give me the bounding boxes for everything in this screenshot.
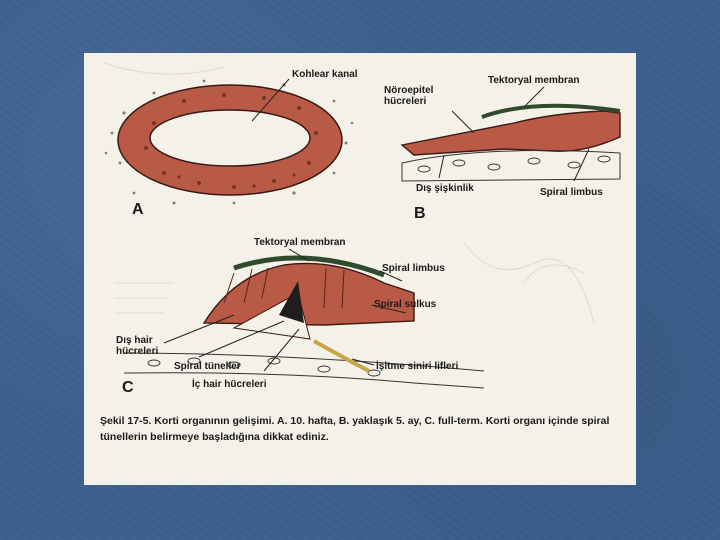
label-kohlear-kanal: Kohlear kanal xyxy=(292,69,358,80)
label-c-tektoryal-membran: Tektoryal membran xyxy=(254,237,346,248)
panel-a-letter: A xyxy=(132,201,144,218)
panel-b-letter: B xyxy=(414,205,426,222)
panel-a-drawing xyxy=(105,79,354,205)
panel-c-letter: C xyxy=(122,379,134,396)
label-isitme-siniri-lifleri: İşitme siniri lifleri xyxy=(376,361,459,372)
label-b-tektoryal-membran: Tektoryal membran xyxy=(488,75,580,86)
label-ic-hair-hucreleri: İç hair hücreleri xyxy=(192,379,267,390)
label-b-spiral-limbus: Spiral limbus xyxy=(540,187,603,198)
figure-scan xyxy=(84,53,636,485)
label-spiral-sulkus: Spiral sulkus xyxy=(374,299,437,310)
label-dis-siskinlik: Dış şişkinlik xyxy=(416,183,474,194)
label-dis-hair-hucreleri: Dış hair hücreleri xyxy=(116,335,159,357)
label-noroepitel-hucreleri: Nöroepitel hücreleri xyxy=(384,85,434,107)
label-c-spiral-limbus: Spiral limbus xyxy=(382,263,445,274)
figure-caption: Şekil 17-5. Korti organının gelişimi. A. 10. hafta, B. yaklaşık 5. ay, C. full-term. Korti organı içinde spiral tünellerin belirmeye başladığına dikkat ediniz. xyxy=(100,415,610,443)
label-spiral-tuneller: Spiral tüneller xyxy=(174,361,241,372)
